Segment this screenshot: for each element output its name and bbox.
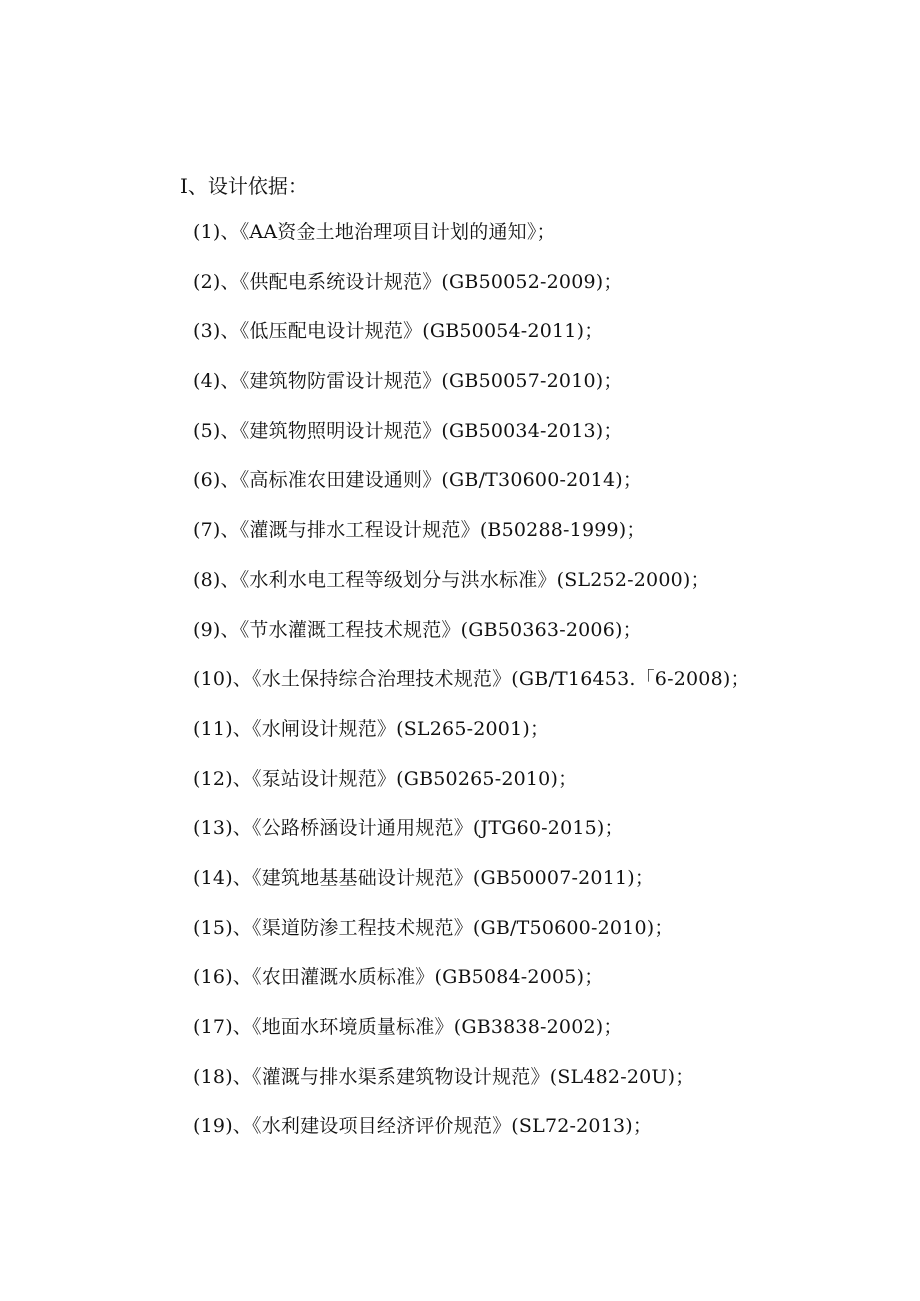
reference-item: (7)、《灌溉与排水工程设计规范》(B50288-1999)；	[193, 519, 646, 542]
reference-item: (8)、《水利水电工程等级划分与洪水标准》(SL252-2000)；	[193, 568, 710, 591]
reference-item: (4)、《建筑物防雷设计规范》(GB50057-2010)；	[193, 370, 623, 393]
reference-item: (6)、《高标准农田建设通则》(GB/T30600-2014)；	[193, 469, 643, 492]
reference-item: (14)、《建筑地基基础设计规范》(GB50007-2011)；	[193, 866, 655, 889]
reference-item: (9)、《节水灌溉工程技术规范》(GB50363-2006)；	[193, 618, 642, 641]
reference-item: (18)、《灌溉与排水渠系建筑物设计规范》(SL482-20U)；	[193, 1065, 695, 1088]
reference-item: (13)、《公路桥涵设计通用规范》(JTG60-2015)；	[193, 817, 624, 840]
reference-item: (12)、《泵站设计规范》(GB50265-2010)；	[193, 767, 578, 790]
reference-item: (10)、《水土保持综合治理技术规范》(GB/T16453.「6-2008)；	[193, 668, 750, 691]
reference-item: (16)、《农田灌溉水质标准》(GB5084-2005)；	[193, 966, 604, 989]
reference-item: (15)、《渠道防渗工程技术规范》(GB/T50600-2010)；	[193, 916, 674, 939]
reference-item: (1)、《AA资金土地治理项目计划的通知》；	[193, 221, 556, 243]
reference-item: (19)、《水利建设项目经济评价规范》(SL72-2013)；	[193, 1115, 653, 1138]
reference-item: (2)、《供配电系统设计规范》(GB50052-2009)；	[193, 270, 623, 293]
reference-item: (5)、《建筑物照明设计规范》(GB50034-2013)；	[193, 419, 623, 442]
section-heading: I、设计依据：	[180, 174, 308, 198]
reference-item: (3)、《低压配电设计规范》(GB50054-2011)；	[193, 320, 604, 343]
reference-list	[193, 218, 750, 1162]
reference-item: (17)、《地面水环境质量标准》(GB3838-2002)；	[193, 1016, 623, 1038]
reference-item: (11)、《水闸设计规范》(SL265-2001)；	[193, 717, 550, 740]
